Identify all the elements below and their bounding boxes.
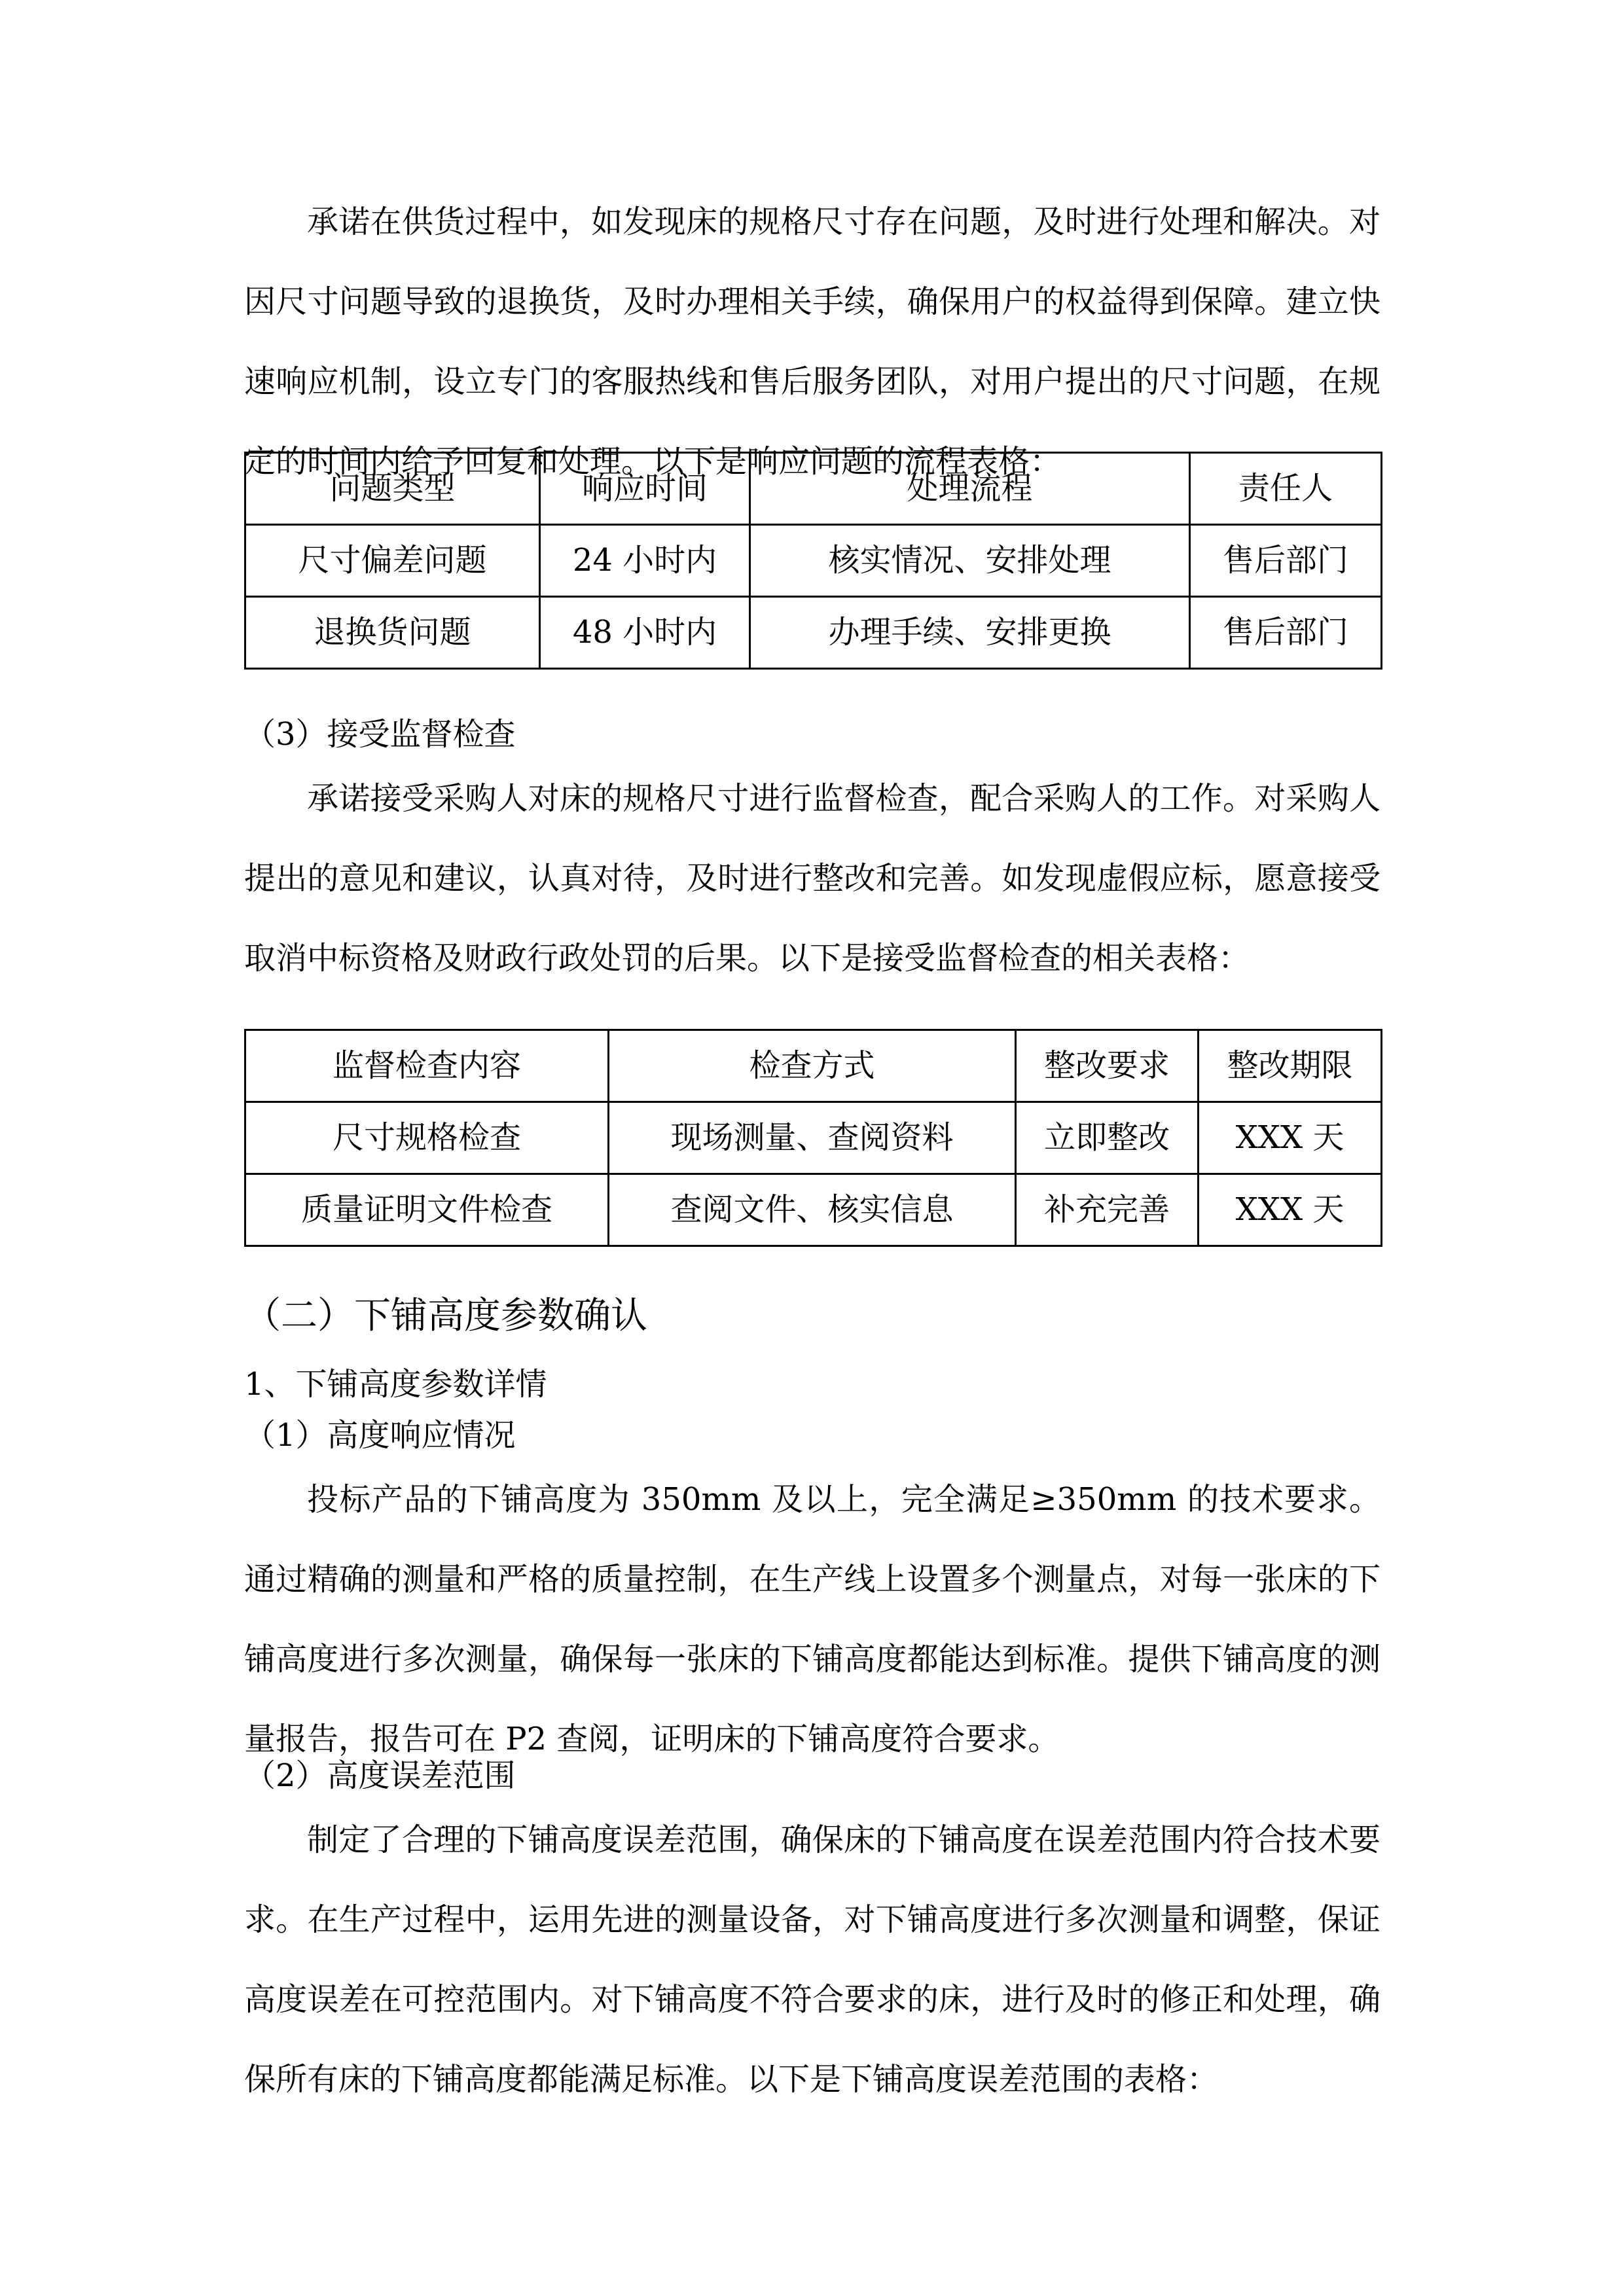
table-header-cell: 检查方式: [609, 1030, 1016, 1102]
table-row: [245, 1174, 1382, 1246]
table-header-cell: 处理流程: [750, 453, 1190, 525]
table-header-row: [245, 453, 1382, 525]
table-header-cell: 监督检查内容: [245, 1030, 609, 1102]
table-header-cell: 责任人: [1190, 453, 1382, 525]
table-cell: 补充完善: [1016, 1174, 1199, 1246]
heading-height-tolerance: （2）高度误差范围: [244, 1757, 516, 1794]
table-header-cell: 响应时间: [540, 453, 750, 525]
table-cell: 尺寸偏差问题: [245, 525, 540, 597]
subheading-height-details: 1、下铺高度参数详情: [244, 1366, 547, 1403]
table-cell: 核实情况、安排处理: [750, 525, 1190, 597]
table-row: [245, 1102, 1382, 1174]
table-row: [245, 525, 1382, 597]
table-cell: 立即整改: [1016, 1102, 1199, 1174]
table-header-row: [245, 1030, 1382, 1102]
paragraph-height-tolerance: 制定了合理的下铺高度误差范围，确保床的下铺高度在误差范围内符合技术要求。在生产过程中，运用先进的测量设备，对下铺高度进行多次测量和调整，保证高度误差在可控范围内。对下铺高度不符合要求的床，进行及时的修正和处理，确保所有床的下铺高度都能满足标准。以下是下铺高度误差范围的表格：: [244, 1821, 1380, 2098]
table-row: [245, 597, 1382, 669]
table-cell: 24 小时内: [540, 525, 750, 597]
heading-height-response: （1）高度响应情况: [244, 1417, 516, 1454]
heading-supervision-inspection: （3）接受监督检查: [244, 716, 516, 753]
paragraph-supervision-commitment: 承诺接受采购人对床的规格尺寸进行监督检查，配合采购人的工作。对采购人提出的意见和建议，认真对待，及时进行整改和完善。如发现虚假应标，愿意接受取消中标资格及财政行政处罚的后果。以下是接受监督检查的相关表格：: [244, 780, 1380, 977]
paragraph-size-issue-commitment: 承诺在供货过程中，如发现床的规格尺寸存在问题，及时进行处理和解决。对因尺寸问题导致的退换货，及时办理相关手续，确保用户的权益得到保障。建立快速响应机制，设立专门的客服热线和售后服务团队，对用户提出的尺寸问题，在规定的时间内给予回复和处理。以下是响应问题的流程表格：: [244, 204, 1380, 480]
table-cell: 质量证明文件检查: [245, 1174, 609, 1246]
section-heading-lower-bunk-height: （二）下铺高度参数确认: [244, 1295, 647, 1337]
table-cell: 现场测量、查阅资料: [609, 1102, 1016, 1174]
supervision-inspection-table: [244, 1029, 1382, 1247]
table-cell: XXX 天: [1199, 1102, 1382, 1174]
table-cell: XXX 天: [1199, 1174, 1382, 1246]
table-cell: 48 小时内: [540, 597, 750, 669]
table-cell: 查阅文件、核实信息: [609, 1174, 1016, 1246]
table-cell: 退换货问题: [245, 597, 540, 669]
table-cell: 尺寸规格检查: [245, 1102, 609, 1174]
table-header-cell: 整改要求: [1016, 1030, 1199, 1102]
response-process-table: [244, 452, 1382, 670]
table-cell: 售后部门: [1190, 597, 1382, 669]
paragraph-height-response: 投标产品的下铺高度为 350mm 及以上，完全满足≥350mm 的技术要求。通过精确的测量和严格的质量控制，在生产线上设置多个测量点，对每一张床的下铺高度进行多次测量，确保每一张床的下铺高度都能达到标准。提供下铺高度的测量报告，报告可在 P2 查阅，证明床的下铺高度符合要求。: [244, 1481, 1380, 1757]
table-cell: 办理手续、安排更换: [750, 597, 1190, 669]
table-header-cell: 整改期限: [1199, 1030, 1382, 1102]
table-header-cell: 问题类型: [245, 453, 540, 525]
table-cell: 售后部门: [1190, 525, 1382, 597]
